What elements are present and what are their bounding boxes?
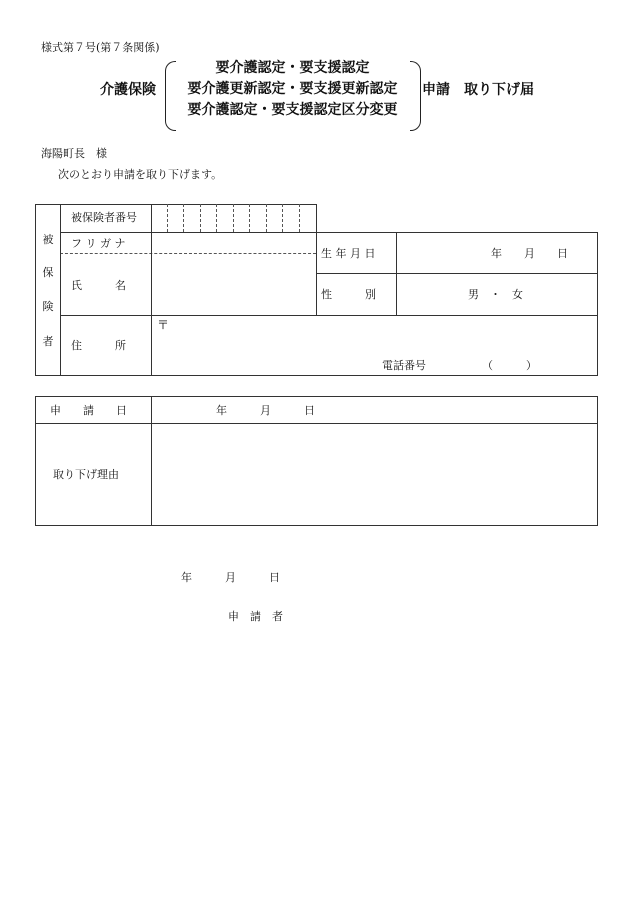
- phone-label: 電話番号: [382, 359, 426, 372]
- address-field[interactable]: [152, 316, 597, 356]
- section-label-char: 保: [42, 266, 54, 279]
- addressee: 海陽町長 様: [41, 147, 107, 160]
- insured-number-label: 被保険者番号: [71, 211, 137, 224]
- title-suffix: 申請 取り下げ届: [422, 82, 534, 98]
- application-date-label: 申 請 日: [50, 404, 127, 417]
- gender-options[interactable]: 男 ・ 女: [468, 288, 523, 301]
- title-prefix: 介護保険: [100, 82, 156, 98]
- title-option-1: 要介護認定・要支援認定: [215, 60, 370, 76]
- insured-number-field[interactable]: [152, 205, 316, 232]
- name-field[interactable]: [152, 254, 316, 315]
- name-label: 氏 名: [71, 279, 126, 292]
- footer-date-field[interactable]: 年 月 日: [181, 571, 280, 584]
- intro-text: 次のとおり申請を取り下げます。: [58, 168, 223, 181]
- title-option-3: 要介護認定・要支援認定区分変更: [187, 102, 398, 118]
- gender-label: 性 別: [321, 288, 376, 301]
- right-bracket: [410, 61, 421, 131]
- left-bracket: [165, 61, 176, 131]
- furigana-label: フ リ ガ ナ: [71, 237, 126, 250]
- furigana-field[interactable]: [152, 233, 316, 253]
- section-label-char: 者: [42, 335, 54, 348]
- applicant-label: 申 請 者: [228, 610, 283, 623]
- withdrawal-reason-label: 取り下げ理由: [53, 468, 119, 481]
- form-number: 様式第７号(第７条関係): [41, 41, 160, 54]
- birthdate-field[interactable]: 年 月 日: [491, 247, 568, 260]
- section-label-char: 被: [42, 233, 54, 246]
- withdrawal-reason-field[interactable]: [152, 424, 597, 525]
- application-date-field[interactable]: 年 月 日: [216, 404, 315, 417]
- section-label-char: 険: [42, 300, 54, 313]
- postal-mark: 〒: [157, 318, 170, 332]
- address-label: 住 所: [71, 339, 126, 352]
- birthdate-label: 生 年 月 日: [321, 247, 376, 260]
- title-option-2: 要介護更新認定・要支援更新認定: [187, 81, 398, 97]
- phone-field[interactable]: （ ）: [482, 359, 537, 372]
